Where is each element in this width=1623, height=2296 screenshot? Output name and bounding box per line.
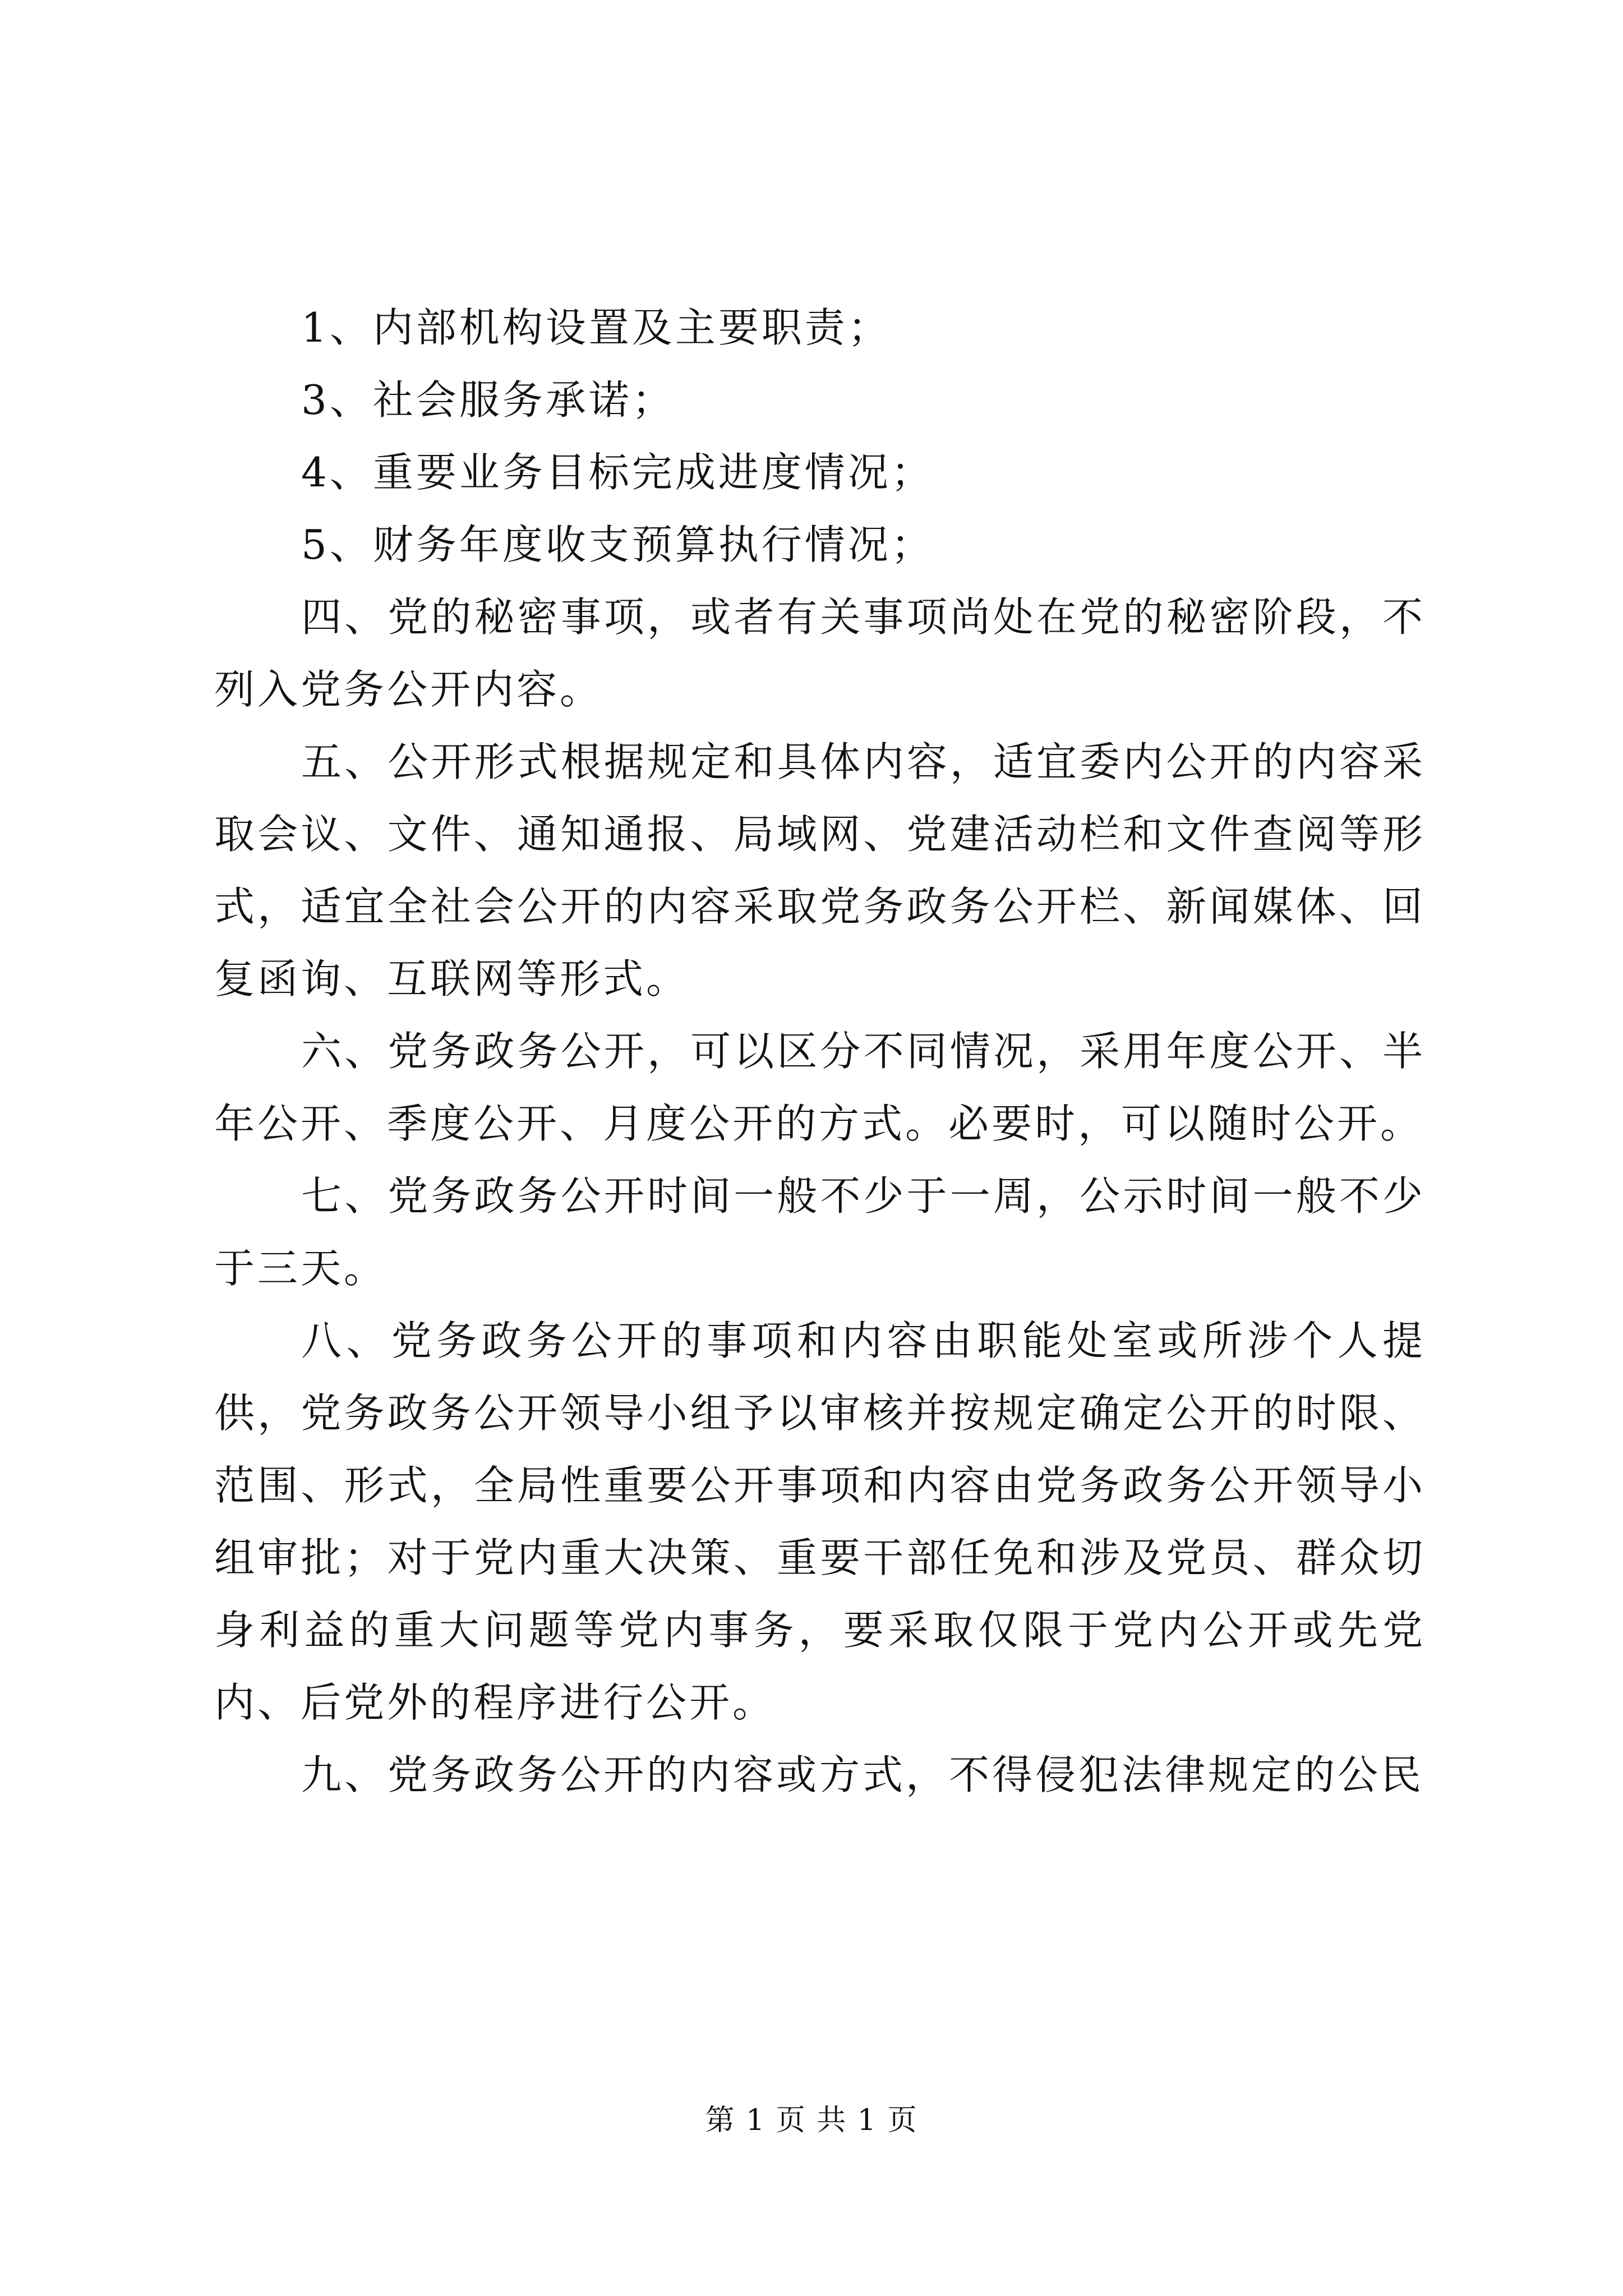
paragraph-section-9: 九、党务政务公开的内容或方式，不得侵犯法律规定的公民 bbox=[301, 1751, 1424, 1798]
paragraph-item-3: 3、社会服务承诺； bbox=[301, 376, 675, 424]
paragraph-item-1: 1、内部机构设置及主要职责； bbox=[301, 304, 891, 351]
paragraph-section-7: 七、党务政务公开时间一般不少于一周，公示时间一般不少于三天。 bbox=[214, 1172, 1426, 1292]
paragraph-section-8: 八、党务政务公开的事项和内容由职能处室或所涉个人提供，党务政务公开领导小组予以审核并按规定确定公开的时限、范围、形式，全局性重要公开事项和内容由党务政务公开领导小组审批；对于党内重大决策、重要干部任免和涉及党员、群众切身利益的重大问题等党内事务，要采取仅限于党内公开或先党内、后党外的程序进行公开。 bbox=[214, 1317, 1426, 1726]
paragraph-item-4: 4、重要业务目标完成进度情况； bbox=[301, 449, 934, 496]
paragraph-item-5: 5、财务年度收支预算执行情况； bbox=[301, 521, 934, 568]
paragraph-section-6: 六、党务政务公开，可以区分不同情况，采用年度公开、半年公开、季度公开、月度公开的方式。必要时，可以随时公开。 bbox=[214, 1028, 1426, 1147]
paragraph-section-4: 四、党的秘密事项，或者有关事项尚处在党的秘密阶段，不列入党务公开内容。 bbox=[214, 593, 1426, 713]
document-body bbox=[214, 292, 1426, 1811]
page-footer: 第 1 页 共 1 页 bbox=[705, 2104, 918, 2137]
paragraph-section-5: 五、公开形式根据规定和具体内容，适宜委内公开的内容采取会议、文件、通知通报、局域网、党建活动栏和文件查阅等形式，适宜全社会公开的内容采取党务政务公开栏、新闻媒体、回复函询、互联网等形式。 bbox=[214, 738, 1426, 1002]
